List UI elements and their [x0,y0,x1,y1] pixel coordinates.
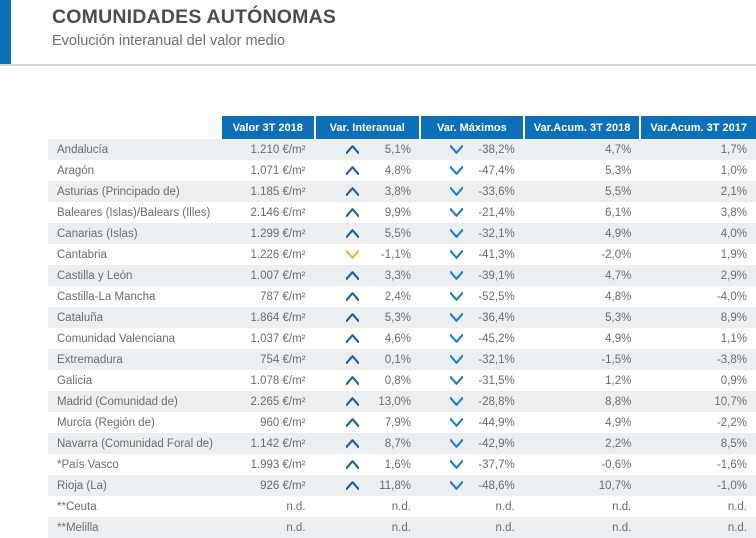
cell-valor: 1.185 €/m² [222,181,315,202]
cell-var-maximos [420,307,524,328]
cell-var-interanual-value: 4,8% [384,164,411,177]
table-header [48,116,756,139]
cell-var-interanual [315,370,420,391]
cell-var-maximos-value: -21,4% [478,206,515,219]
cell-valor: n.d. [222,517,315,538]
arrow-down-icon [450,271,463,280]
arrow-up-icon [346,208,359,217]
arrow-down-icon [450,460,463,469]
cell-acum-2017: 3,8% [640,202,756,223]
cell-region: Comunidad Valenciana [48,328,222,349]
table-row [48,370,756,391]
cell-var-interanual [315,160,420,181]
arrow-up-icon [346,271,359,280]
cell-var-maximos-value: -33,6% [478,185,515,198]
table-row [48,286,756,307]
cell-var-interanual-value: n.d. [391,521,411,534]
column-header-valor: Valor 3T 2018 [222,116,315,139]
cell-var-maximos [420,202,524,223]
cell-region: Asturias (Principado de) [48,181,222,202]
cell-var-interanual [315,475,420,496]
cell-acum-2018: 5,3% [524,160,641,181]
cell-region: Galicia [48,370,222,391]
cell-var-maximos-value: -45,2% [478,332,515,345]
cell-valor: 1.299 €/m² [222,223,315,244]
cell-var-maximos [420,391,524,412]
no-data-icon [346,502,359,511]
arrow-up-icon [346,460,359,469]
cell-var-maximos-value: -48,6% [478,479,515,492]
cell-var-maximos-value: -52,5% [478,290,515,303]
cell-acum-2017: n.d. [640,496,756,517]
cell-var-interanual [315,265,420,286]
table-row [48,202,756,223]
cell-var-interanual-value: 9,9% [384,206,411,219]
cell-acum-2018: 8,8% [524,391,641,412]
cell-acum-2017: 8,5% [640,433,756,454]
cell-var-interanual [315,223,420,244]
cell-valor: 1.007 €/m² [222,265,315,286]
cell-region: Cantabria [48,244,222,265]
cell-acum-2018: 5,3% [524,307,641,328]
cell-var-interanual [315,496,420,517]
page-title: COMUNIDADES AUTÓNOMAS [52,6,337,28]
cell-var-interanual [315,244,420,265]
arrow-up-icon [346,145,359,154]
comunidades-table [48,116,756,538]
cell-acum-2018: 4,9% [524,412,641,433]
cell-var-interanual-value: 5,3% [384,311,411,324]
cell-acum-2018: n.d. [524,496,641,517]
cell-var-maximos-value: -44,9% [478,416,515,429]
cell-var-interanual [315,328,420,349]
table-row [48,433,756,454]
cell-acum-2017: 1,1% [640,328,756,349]
cell-acum-2018: -2,0% [524,244,641,265]
cell-var-interanual-value: 3,8% [384,185,411,198]
cell-var-interanual-value: 4,6% [384,332,411,345]
header-divider [0,64,756,66]
arrow-up-icon [346,292,359,301]
cell-acum-2018: 4,7% [524,265,641,286]
cell-region: Rioja (La) [48,475,222,496]
cell-region: Madrid (Comunidad de) [48,391,222,412]
cell-acum-2017: 0,9% [640,370,756,391]
cell-var-maximos-value: n.d. [495,521,515,534]
cell-region: Andalucía [48,139,222,160]
column-header-interanual: Var. Interanual [315,116,420,139]
cell-acum-2018: 4,9% [524,328,641,349]
cell-region: **Melilla [48,517,222,538]
cell-acum-2017: 2,1% [640,181,756,202]
cell-valor: 754 €/m² [222,349,315,370]
cell-acum-2018: 6,1% [524,202,641,223]
cell-region: Aragón [48,160,222,181]
arrow-down-icon [450,418,463,427]
cell-valor: 1.071 €/m² [222,160,315,181]
cell-var-interanual [315,454,420,475]
cell-var-interanual-value: 3,3% [384,269,411,282]
no-data-icon [450,523,463,532]
cell-var-maximos [420,475,524,496]
table-header-row [48,116,756,139]
cell-var-maximos-value: -32,1% [478,227,515,240]
cell-valor: 1.226 €/m² [222,244,315,265]
arrow-up-icon [346,229,359,238]
cell-var-maximos [420,223,524,244]
cell-var-interanual-value: -1,1% [380,248,411,261]
cell-acum-2018: 2,2% [524,433,641,454]
arrow-up-icon [346,334,359,343]
cell-var-maximos [420,517,524,538]
cell-var-maximos [420,496,524,517]
cell-var-interanual-value: 8,7% [384,437,411,450]
cell-acum-2018: 4,9% [524,223,641,244]
table-row [48,139,756,160]
cell-var-maximos-value: -31,5% [478,374,515,387]
cell-acum-2018: 4,8% [524,286,641,307]
table-row [48,244,756,265]
table-row [48,454,756,475]
cell-acum-2018: 1,2% [524,370,641,391]
cell-acum-2017: 1,7% [640,139,756,160]
cell-var-interanual [315,139,420,160]
cell-valor: 1.037 €/m² [222,328,315,349]
cell-var-maximos-value: -36,4% [478,311,515,324]
cell-region: Canarias (Islas) [48,223,222,244]
arrow-down-icon [450,292,463,301]
cell-var-maximos-value: -28,8% [478,395,515,408]
cell-var-interanual-value: n.d. [391,500,411,513]
cell-var-maximos-value: -41,3% [478,248,515,261]
arrow-down-icon [450,187,463,196]
cell-var-maximos-value: n.d. [495,500,515,513]
cell-var-interanual-value: 0,1% [384,353,411,366]
cell-valor: 1.993 €/m² [222,454,315,475]
cell-var-maximos [420,160,524,181]
cell-var-maximos-value: -39,1% [478,269,515,282]
cell-acum-2017: 1,0% [640,160,756,181]
table-row [48,391,756,412]
cell-region: Cataluña [48,307,222,328]
cell-var-interanual-value: 0,8% [384,374,411,387]
cell-region: Baleares (Islas)/Balears (Illes) [48,202,222,223]
cell-region: Extremadura [48,349,222,370]
cell-var-interanual-value: 1,6% [384,458,411,471]
cell-acum-2018: -0,6% [524,454,641,475]
cell-acum-2018: 5,5% [524,181,641,202]
cell-var-maximos [420,286,524,307]
cell-var-interanual [315,349,420,370]
arrow-down-icon [450,397,463,406]
column-header-acum-2018: Var.Acum. 3T 2018 [524,116,641,139]
cell-var-interanual [315,307,420,328]
cell-acum-2017: 1,9% [640,244,756,265]
no-data-icon [346,523,359,532]
cell-var-maximos [420,433,524,454]
table-row [48,181,756,202]
arrow-down-icon [450,355,463,364]
arrow-up-icon [346,313,359,322]
arrow-up-icon [346,418,359,427]
cell-var-maximos [420,454,524,475]
arrow-down-icon [450,229,463,238]
arrow-down-icon [450,250,463,259]
column-header-maximos: Var. Máximos [420,116,524,139]
cell-valor: 926 €/m² [222,475,315,496]
cell-var-maximos [420,139,524,160]
cell-var-maximos [420,328,524,349]
cell-var-interanual [315,412,420,433]
cell-acum-2017: -3,8% [640,349,756,370]
cell-var-maximos-value: -38,2% [478,143,515,156]
arrow-down-icon [450,166,463,175]
arrow-down-icon [450,145,463,154]
arrow-up-icon [346,187,359,196]
cell-valor: 1.864 €/m² [222,307,315,328]
page-subtitle: Evolución interanual del valor medio [52,33,285,49]
arrow-up-icon [346,439,359,448]
arrow-down-icon [450,334,463,343]
cell-var-interanual [315,433,420,454]
cell-var-maximos [420,412,524,433]
table-body [48,139,756,538]
cell-valor: 787 €/m² [222,286,315,307]
arrow-up-icon [346,397,359,406]
arrow-down-icon [450,481,463,490]
table-row [48,517,756,538]
cell-valor: 960 €/m² [222,412,315,433]
cell-valor: 1.210 €/m² [222,139,315,160]
cell-region: *País Vasco [48,454,222,475]
cell-var-interanual [315,202,420,223]
cell-valor: n.d. [222,496,315,517]
cell-var-interanual [315,181,420,202]
cell-var-interanual-value: 5,1% [384,143,411,156]
cell-acum-2018: 10,7% [524,475,641,496]
cell-region: Navarra (Comunidad Foral de) [48,433,222,454]
table-row [48,412,756,433]
cell-acum-2017: -2,2% [640,412,756,433]
cell-var-interanual-value: 2,4% [384,290,411,303]
cell-var-maximos [420,370,524,391]
cell-var-interanual-value: 7,9% [384,416,411,429]
cell-var-maximos [420,265,524,286]
cell-var-interanual [315,391,420,412]
cell-var-interanual [315,286,420,307]
cell-acum-2018: -1,5% [524,349,641,370]
no-data-icon [450,502,463,511]
cell-var-maximos [420,181,524,202]
cell-acum-2017: 8,9% [640,307,756,328]
cell-region: Castilla-La Mancha [48,286,222,307]
page-header [52,4,336,52]
cell-region: **Ceuta [48,496,222,517]
table-row [48,349,756,370]
cell-acum-2017: -4,0% [640,286,756,307]
cell-acum-2018: n.d. [524,517,641,538]
cell-var-maximos-value: -47,4% [478,164,515,177]
cell-acum-2017: 4,0% [640,223,756,244]
cell-var-maximos-value: -37,7% [478,458,515,471]
table-row [48,265,756,286]
arrow-up-icon [346,166,359,175]
arrow-down-icon [450,208,463,217]
cell-acum-2017: -1,6% [640,454,756,475]
cell-var-maximos [420,244,524,265]
cell-var-maximos-value: -32,1% [478,353,515,366]
arrow-down-icon [450,376,463,385]
accent-bar [0,0,11,65]
cell-acum-2017: 2,9% [640,265,756,286]
cell-var-interanual-value: 13,0% [378,395,411,408]
cell-acum-2017: -1,0% [640,475,756,496]
cell-var-interanual-value: 11,8% [379,479,411,492]
table-row [48,328,756,349]
table-row [48,307,756,328]
cell-valor: 2.265 €/m² [222,391,315,412]
cell-valor: 1.142 €/m² [222,433,315,454]
column-header-region [48,116,222,139]
table-row [48,496,756,517]
cell-acum-2017: 10,7% [640,391,756,412]
cell-valor: 1.078 €/m² [222,370,315,391]
arrow-up-icon [346,481,359,490]
arrow-up-icon [346,376,359,385]
cell-var-maximos [420,349,524,370]
cell-acum-2017: n.d. [640,517,756,538]
table-row [48,160,756,181]
arrow-down-icon [450,313,463,322]
cell-var-maximos-value: -42,9% [478,437,515,450]
column-header-acum-2017: Var.Acum. 3T 2017 [640,116,756,139]
arrow-down-icon [450,439,463,448]
cell-var-interanual [315,517,420,538]
cell-var-interanual-value: 5,5% [384,227,411,240]
table-row [48,475,756,496]
cell-region: Murcia (Región de) [48,412,222,433]
arrow-up-icon [346,355,359,364]
table-row [48,223,756,244]
arrow-warning-icon [346,250,359,259]
cell-region: Castilla y León [48,265,222,286]
cell-acum-2018: 4,7% [524,139,641,160]
cell-valor: 2.146 €/m² [222,202,315,223]
